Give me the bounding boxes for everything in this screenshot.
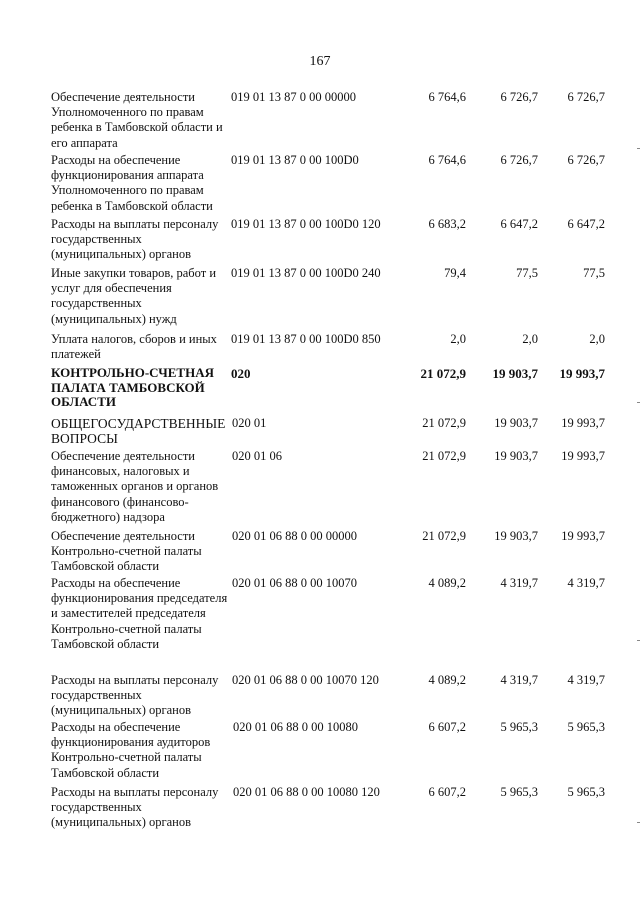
row-code: 020 01	[232, 416, 267, 430]
row-code: 019 01 13 87 0 00 100D0 120	[231, 217, 381, 231]
row-code: 019 01 13 87 0 00 100D0	[231, 153, 359, 167]
row-value-2: 6 647,2	[500, 217, 538, 231]
row-code: 020 01 06 88 0 00 10080 120	[233, 785, 380, 799]
row-value-3: 19 993,7	[561, 529, 605, 543]
row-code: 019 01 13 87 0 00 100D0 850	[231, 332, 381, 346]
row-value-3: 4 319,7	[567, 673, 605, 687]
row-name: Расходы на выплаты персоналу государственных (муниципальных) органов	[51, 673, 219, 718]
row-value-1: 4 089,2	[428, 673, 466, 687]
row-value-2: 19 903,7	[494, 449, 538, 463]
row-value-2: 19 903,7	[494, 416, 538, 430]
row-name: Расходы на выплаты персоналу государственных (муниципальных) органов	[51, 217, 219, 262]
row-name: Расходы на обеспечение функционирования аппарата Уполномоченного по правам ребенка в Тамбовской области	[51, 153, 213, 213]
row-value-3: 19 993,7	[559, 366, 605, 381]
row-value-1: 6 764,6	[428, 153, 466, 167]
row-value-3: 6 726,7	[567, 153, 605, 167]
row-value-3: 5 965,3	[567, 785, 605, 799]
row-name: Расходы на обеспечение функционирования аудиторов Контрольно-счетной палаты Тамбовской области	[51, 720, 211, 780]
row-value-1: 21 072,9	[420, 366, 466, 381]
row-code: 019 01 13 87 0 00 100D0 240	[231, 266, 381, 280]
row-value-2: 5 965,3	[500, 785, 538, 799]
row-code: 020 01 06 88 0 00 10070	[232, 576, 357, 590]
row-value-1: 6 764,6	[428, 90, 466, 104]
row-code: 020 01 06 88 0 00 00000	[232, 529, 357, 543]
row-code: 020	[231, 366, 251, 381]
row-value-3: 2,0	[589, 332, 605, 346]
row-value-1: 6 683,2	[428, 217, 466, 231]
row-value-3: 5 965,3	[567, 720, 605, 734]
row-code: 019 01 13 87 0 00 00000	[231, 90, 356, 104]
row-value-2: 19 903,7	[492, 366, 538, 381]
row-name: Иные закупки товаров, работ и услуг для обеспечения государственных (муниципальных) нужд	[51, 266, 217, 326]
row-value-2: 6 726,7	[500, 153, 538, 167]
row-code: 020 01 06 88 0 00 10080	[233, 720, 358, 734]
row-value-1: 6 607,2	[428, 720, 466, 734]
row-value-1: 4 089,2	[428, 576, 466, 590]
row-name: Уплата налогов, сборов и иных платежей	[51, 332, 217, 362]
row-value-1: 79,4	[444, 266, 466, 280]
row-name: Расходы на обеспечение функционирования председателя и заместителей председателя Контрольно-счетной палаты Тамбовской области	[51, 576, 228, 651]
row-name: Обеспечение деятельности Контрольно-счетной палаты Тамбовской области	[51, 529, 202, 574]
row-value-1: 21 072,9	[422, 529, 466, 543]
row-value-1: 21 072,9	[422, 449, 466, 463]
row-value-3: 19 993,7	[561, 449, 605, 463]
row-value-1: 21 072,9	[422, 416, 466, 430]
row-value-3: 6 726,7	[567, 90, 605, 104]
row-value-2: 4 319,7	[500, 576, 538, 590]
row-value-1: 2,0	[450, 332, 466, 346]
row-value-3: 4 319,7	[567, 576, 605, 590]
row-value-1: 6 607,2	[428, 785, 466, 799]
row-value-2: 5 965,3	[500, 720, 538, 734]
row-name: КОНТРОЛЬНО-СЧЕТНАЯ ПАЛАТА ТАМБОВСКОЙ ОБЛАСТИ	[51, 365, 214, 409]
row-code: 020 01 06	[232, 449, 282, 463]
row-value-2: 19 903,7	[494, 529, 538, 543]
row-value-2: 6 726,7	[500, 90, 538, 104]
row-name: Расходы на выплаты персоналу государственных (муниципальных) органов	[51, 785, 219, 830]
row-name: Обеспечение деятельности Уполномоченного по правам ребенка в Тамбовской области и его аппарата	[51, 90, 223, 150]
row-value-2: 4 319,7	[500, 673, 538, 687]
row-value-2: 77,5	[516, 266, 538, 280]
row-code: 020 01 06 88 0 00 10070 120	[232, 673, 379, 687]
row-name: ОБЩЕГОСУДАРСТВЕННЫЕ ВОПРОСЫ	[51, 416, 226, 447]
row-value-3: 6 647,2	[567, 217, 605, 231]
page-number: 167	[309, 54, 331, 69]
row-name: Обеспечение деятельности финансовых, налоговых и таможенных органов и органов финансового (финансово-бюджетного) надзора	[51, 449, 219, 524]
row-value-2: 2,0	[522, 332, 538, 346]
row-value-3: 19 993,7	[561, 416, 605, 430]
row-value-3: 77,5	[583, 266, 605, 280]
